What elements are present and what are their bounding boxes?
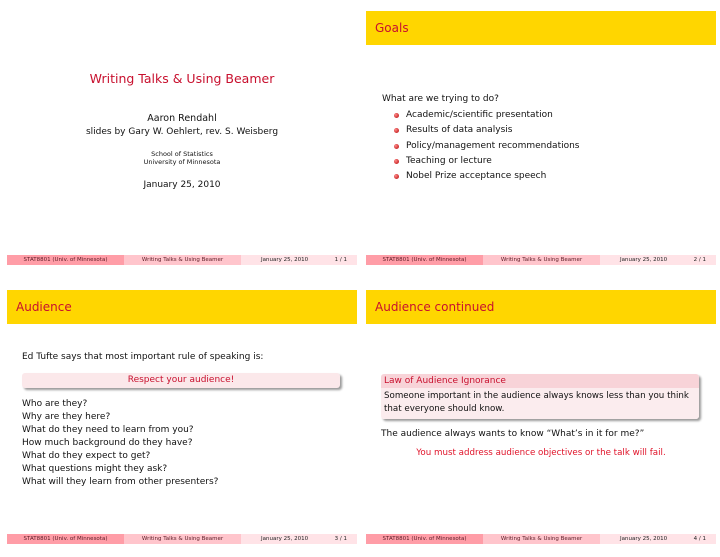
list-item: Academic/scientific presentation	[394, 108, 580, 123]
footer-date: January 25, 2010	[620, 257, 668, 263]
footer	[7, 255, 357, 265]
footer	[366, 255, 716, 265]
author: Aaron Rendahl	[147, 113, 217, 124]
footer	[7, 534, 357, 544]
footer-page-number: 4 / 1	[693, 536, 706, 542]
audience-wants-text: The audience always wants to know “What’s in it for me?”	[381, 429, 645, 439]
footer-course: STAT8801 (Univ. of Minnesota)	[366, 255, 483, 265]
footer-date-page	[241, 534, 357, 544]
bullet-icon	[394, 113, 399, 118]
goals-list	[394, 108, 580, 184]
slide-goals	[366, 8, 716, 274]
list-item: What will they learn from other presenters?	[22, 477, 219, 487]
footer-title: Writing Talks & Using Beamer	[124, 255, 241, 265]
frame-title: Audience continued	[366, 290, 716, 324]
sub-author: slides by Gary W. Oehlert, rev. S. Weisberg	[85, 127, 279, 137]
alert-text: You must address audience objectives or the talk will fail.	[416, 448, 666, 458]
footer-page-number: 3 / 1	[334, 536, 347, 542]
list-item: What do they need to learn from you?	[22, 425, 194, 435]
footer-date: January 25, 2010	[261, 257, 309, 263]
footer-title: Writing Talks & Using Beamer	[483, 534, 600, 544]
law-block	[381, 374, 699, 419]
footer-date: January 25, 2010	[261, 536, 309, 542]
list-item: Results of data analysis	[394, 123, 580, 138]
slide-audience	[7, 287, 357, 553]
footer-date: January 25, 2010	[620, 536, 668, 542]
footer-title: Writing Talks & Using Beamer	[124, 534, 241, 544]
footer-course: STAT8801 (Univ. of Minnesota)	[7, 255, 124, 265]
footer-date-page	[600, 255, 716, 265]
institute-line-2: University of Minnesota	[143, 158, 221, 166]
footer-date-page	[241, 255, 357, 265]
list-item: Policy/management recommendations	[394, 139, 580, 154]
footer-page-number: 2 / 1	[693, 257, 706, 263]
law-block-body: Someone important in the audience always knows less than you think that everyone should know.	[381, 388, 699, 419]
footer-page-number: 1 / 1	[334, 257, 347, 263]
list-item: What do they expect to get?	[22, 451, 151, 461]
audience-intro: Ed Tufte says that most important rule of speaking is:	[22, 352, 264, 362]
list-item: What questions might they ask?	[22, 464, 168, 474]
footer-course: STAT8801 (Univ. of Minnesota)	[366, 534, 483, 544]
bullet-icon	[394, 159, 399, 164]
goals-question: What are we trying to do?	[382, 94, 499, 104]
slide-title-page	[7, 8, 357, 274]
list-item: How much background do they have?	[22, 438, 193, 448]
footer	[366, 534, 716, 544]
list-item: Who are they?	[22, 399, 88, 409]
presentation-title: Writing Talks & Using Beamer	[89, 71, 275, 86]
list-item: Teaching or lecture	[394, 154, 580, 169]
footer-date-page	[600, 534, 716, 544]
frame-title: Goals	[366, 11, 716, 45]
slide-audience-continued	[366, 287, 716, 553]
footer-course: STAT8801 (Univ. of Minnesota)	[7, 534, 124, 544]
list-item: Why are they here?	[22, 412, 111, 422]
footer-title: Writing Talks & Using Beamer	[483, 255, 600, 265]
frame-title: Audience	[7, 290, 357, 324]
respect-block: Respect your audience!	[22, 373, 340, 388]
list-item: Nobel Prize acceptance speech	[394, 169, 580, 184]
institute-line-1: School of Statistics	[151, 150, 213, 158]
bullet-icon	[394, 174, 399, 179]
bullet-icon	[394, 128, 399, 133]
title-date: January 25, 2010	[143, 180, 221, 190]
law-block-title: Law of Audience Ignorance	[381, 374, 699, 388]
audience-questions	[22, 398, 218, 489]
bullet-icon	[394, 144, 399, 149]
